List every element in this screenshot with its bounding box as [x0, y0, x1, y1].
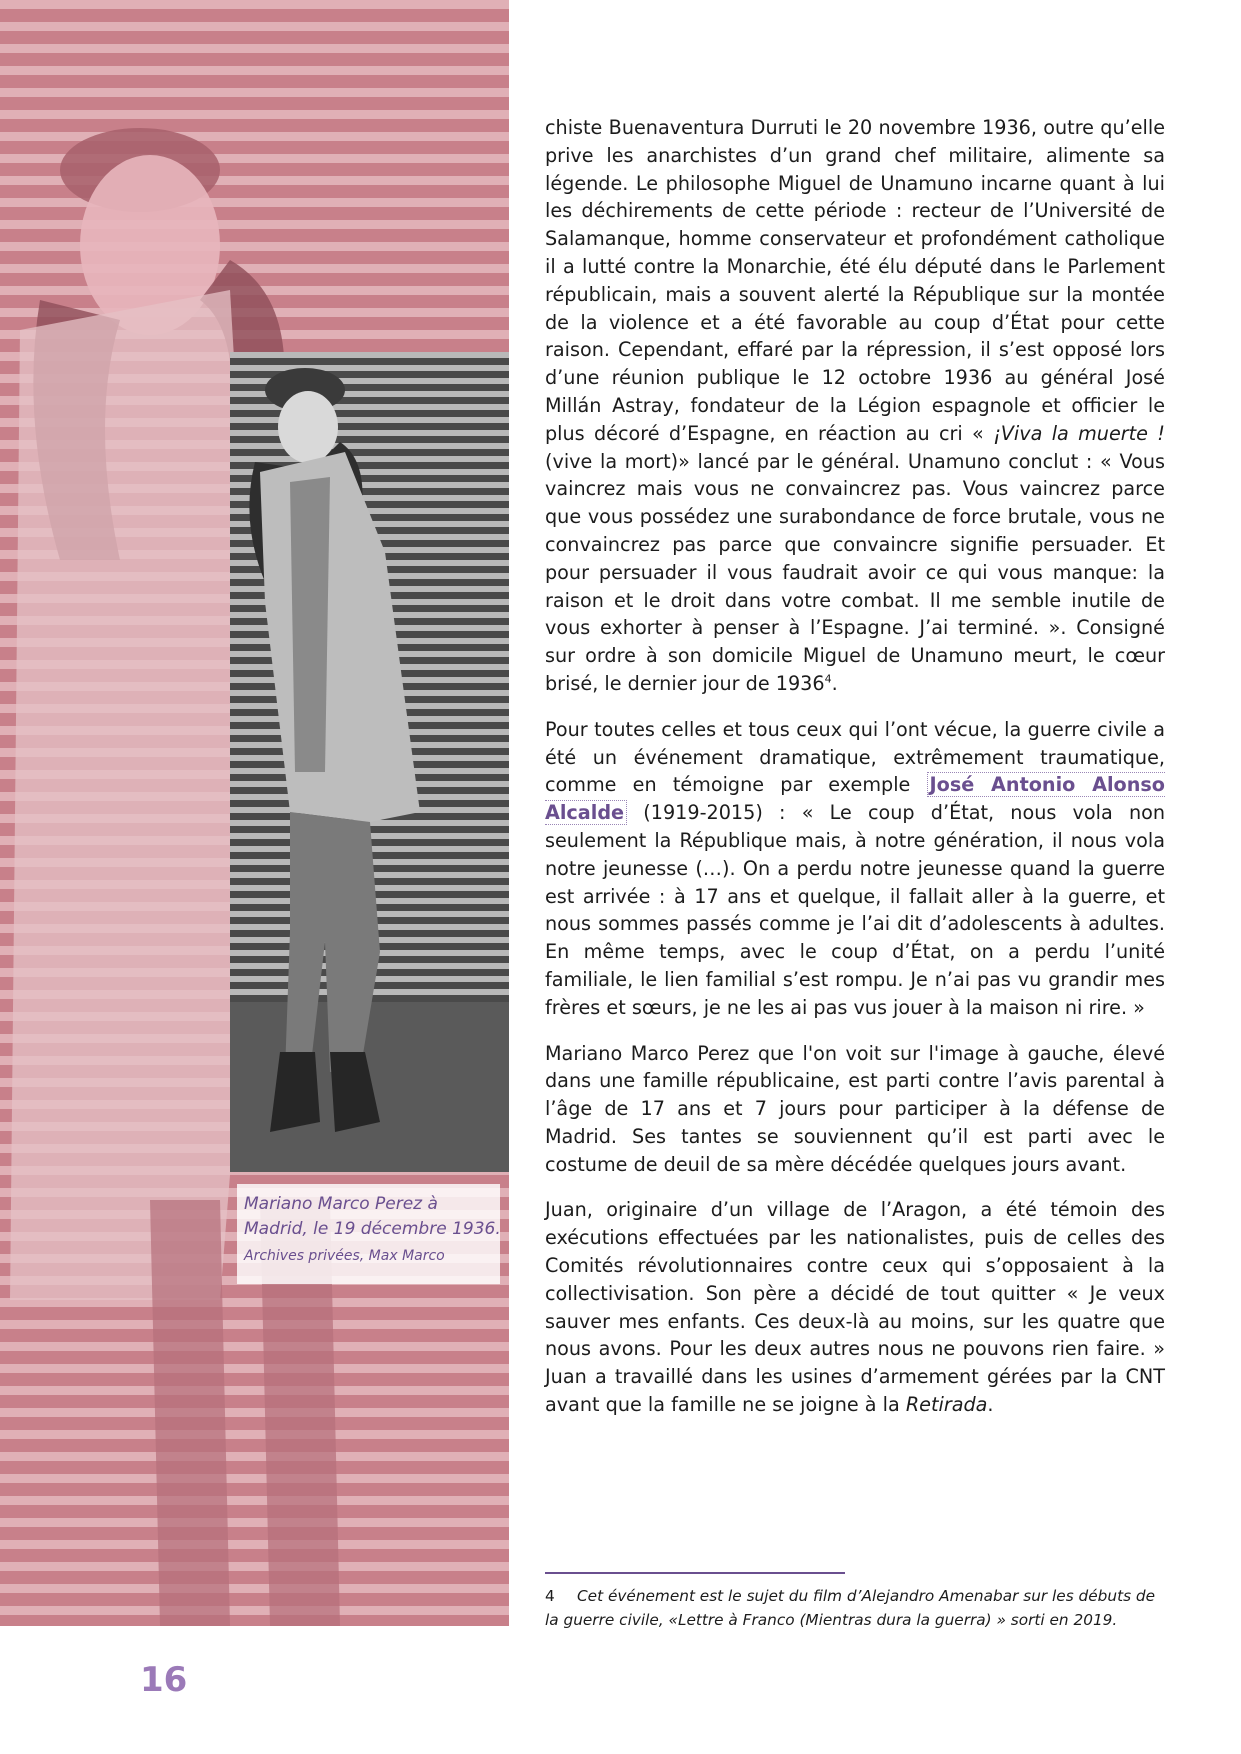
footnote-ref-4[interactable]: 4: [824, 672, 832, 686]
figure-silhouette-inset: [230, 352, 509, 1172]
inset-photo-mariano: [230, 352, 509, 1172]
footnote: [545, 1584, 1165, 1632]
photo-caption: [237, 1184, 500, 1284]
caption-line-2: Madrid, le 19 décembre 1936.: [244, 1219, 501, 1239]
paragraph-unamuno: [545, 114, 1165, 698]
p2-text-a: Pour toutes celles et tous ceux qui l’ont vécue, la guerre civile a été un événement dramatique, extrêmement traumatique, comme en témoigne par exemple: [545, 717, 1165, 797]
paragraph-juan: [545, 1196, 1165, 1418]
p2-text-b: (1919-2015) : « Le coup d’État, nous vola non seulement la République mais, à notre génération, il nous vola notre jeunesse (…). On a perdu notre jeunesse quand la guerre est arrivée : à 17 ans et quelque, il fallait aller à la guerre, et nous sommes passés comme je l’ai dit d’adolescents à adultes. En même temps, avec le coup d’État, on a perdu l’unité familiale, le lien familial s’est rompu. Je n’ai pas vu grandir mes frères et sœurs, je ne les ai pas vus jouer à la maison ni rire. »: [545, 801, 1165, 1019]
caption-line-1: Mariano Marco Perez à: [244, 1194, 438, 1214]
p1-italic-quote: ¡Viva la muerte !: [993, 421, 1165, 445]
footnote-text: Cet événement est le sujet du film d’Alejandro Amenabar sur les débuts de la guerre civile, «Lettre à Franco (Mientras dura la guerra) » sorti en 2019.: [545, 1587, 1156, 1629]
p1-text-a: chiste Buenaventura Durruti le 20 novembre 1936, outre qu’elle prive les anarchistes d’un grand chef militaire, alimente sa légende. Le philosophe Miguel de Unamuno incarne quant à lui les déchirements de cette période : recteur de l’Université de Salamanque, homme conservateur et profondément catholique il a lutté contre la Monarchie, été élu député dans le Parlement républicain, mais a souvent alerté la République sur la montée de la violence et a été favorable au coup d’État pour cette raison. Cependant, effaré par la répression, il s’est opposé lors d’une réunion publique le 12 octobre 1936 au général José Millán Astray, fondateur de la Légion espagnole et officier le plus décoré d’Espagne, en réaction au cri «: [545, 116, 1165, 445]
main-text-column: [545, 114, 1165, 1419]
p4-text-a: Juan, originaire d’un village de l’Aragon, a été témoin des exécutions effectuées par les nationalistes, puis de celles des Comités révolutionnaires contre ceux qui s’opposaient à la collectivisation. Son père a décidé de tout quitter « Je veux sauver mes enfants. Ces deux-là au moins, sur les quatre que nous avons. Pour les deux autres nous ne pouvons rien faire. » Juan a travaillé dans les usines d’armement gérées par la CNT avant que la famille ne se joigne à la: [545, 1198, 1165, 1417]
p1-end: .: [831, 671, 838, 695]
footnote-divider: [545, 1572, 845, 1574]
page-number: 16: [140, 1660, 188, 1700]
paragraph-alonso: [545, 716, 1165, 1022]
p1-text-b: (vive la mort)» lancé par le général. Unamuno conclut : « Vous vaincrez mais vous ne convaincrez pas. Vous vaincrez parce que vous possédez une surabondance de force brutale, vous ne convaincrez pas parce que convaincre signifie persuader. Et pour persuader il vous faudrait avoir ce qui vous manque: la raison et le droit dans votre combat. Il me semble inutile de vous exhorter à penser à l’Espagne. J’ai terminé. ». Consigné sur ordre à son domicile Miguel de Unamuno meurt, le cœur brisé, le dernier jour de 1936: [545, 449, 1165, 695]
paragraph-mariano: Mariano Marco Perez que l'on voit sur l'image à gauche, élevé dans une famille républicaine, est parti contre l’avis parental à l’âge de 17 ans et 7 jours pour participer à la défense de Madrid. Ses tantes se souviennent qu’il est parti avec le costume de deuil de sa mère décédée quelques jours avant.: [545, 1041, 1165, 1176]
p4-end: .: [987, 1393, 994, 1417]
p4-italic-retirada: Retirada: [905, 1393, 988, 1417]
highlighted-name-link[interactable]: José Antonio Alonso Alcalde: [545, 773, 1165, 825]
caption-credit: Archives privées, Max Marco: [244, 1248, 445, 1264]
footnote-number: 4: [545, 1587, 555, 1605]
